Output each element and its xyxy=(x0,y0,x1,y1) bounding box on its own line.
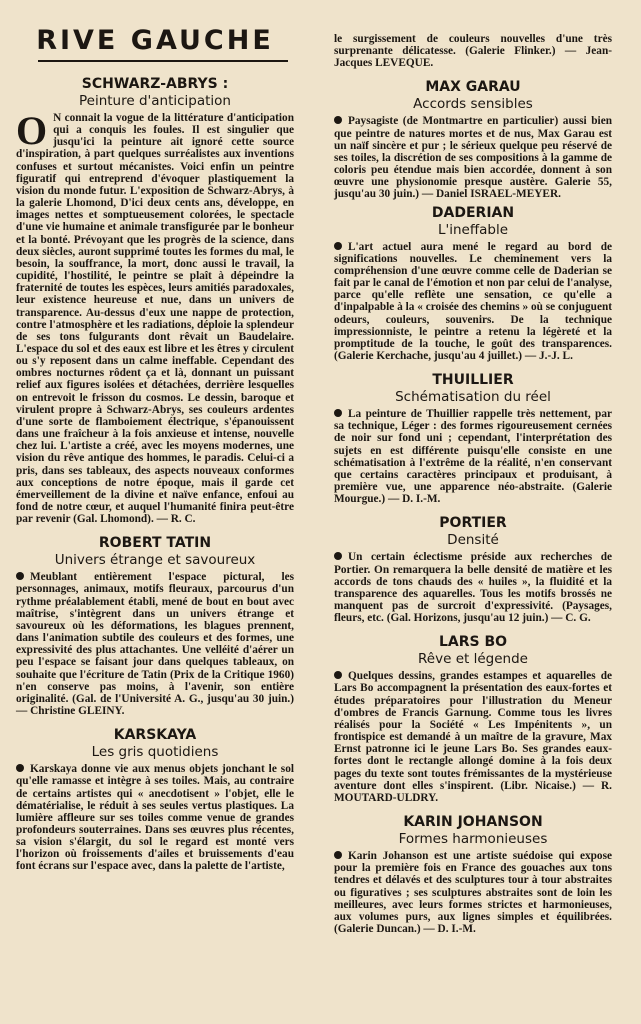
page-title: RIVE GAUCHE xyxy=(36,25,274,56)
article-body xyxy=(334,850,612,935)
bullet-icon xyxy=(334,851,342,859)
left-column xyxy=(16,0,294,873)
article-karskaya xyxy=(16,727,294,872)
article-subtitle: Univers étrange et savoureux xyxy=(54,552,256,569)
article-heading: KARSKAYA xyxy=(113,727,197,744)
article-body xyxy=(16,108,294,526)
article-heading: SCHWARZ-ABRYS : xyxy=(81,76,229,92)
bullet-icon xyxy=(334,116,342,124)
article-body xyxy=(334,551,612,624)
continued-text: le surgissement de couleurs nouvelles d'une très surprenante délicatesse. (Galerie Flinker.) — Jean-Jacques LEVEQUE. xyxy=(334,33,612,70)
bullet-icon xyxy=(16,572,24,580)
article-text: Un certain éclectisme préside aux recherches de Portier. On remarquera la belle densité de matière et les accords de tons chauds des « huiles », la fluidité et la transparence des aquarelles. Tous les motifs brossés ne manquent pas de surcroit d'expressivité. (Paysages, fleurs, etc. (Gal. Horizons, jusqu'au 12 juin.) — C. G. xyxy=(334,551,612,625)
article-heading: DADERIAN xyxy=(431,204,515,221)
article-text: Paysagiste (de Montmartre en particulier) aussi bien que peintre de natures mortes et de nus, Max Garau est un naïf sincère et pur ; le sérieux quelque peu réservé de ses toiles, la discrétion de ses compositions à la gamme de coloris peu étendue mais bien accordée, donnent à son œuvre une physionomie presque austère. Galerie 55, jusqu'au 30 juin.) — Daniel ISRAEL-MEYER. xyxy=(334,115,612,201)
bullet-icon xyxy=(16,764,24,772)
article-body xyxy=(334,670,612,804)
article-subtitle: Schématisation du réel xyxy=(395,389,551,406)
article-max-garau xyxy=(334,79,612,200)
article-lars-bo xyxy=(334,634,612,804)
article-body xyxy=(334,408,612,505)
article-heading: KARIN JOHANSON xyxy=(403,814,543,831)
article-subtitle: Rêve et légende xyxy=(418,651,528,668)
article-body xyxy=(334,115,612,200)
article-text: N connait la vogue de la littérature d'anticipation qui a conquis les foules. Il est singulier que jusqu'ici la peinture ait ignoré cette source d'inspiration, à part quelques surréalistes aux inventions confuses et surtout mécanistes. Voici enfin un peintre figuratif qui entreprend d'évoquer plastiquement la vision du monde futur. L'exposition de Schwarz-Abrys, à la galerie Lhomond, D'ici deux cents ans, développe, en images nettes et somptueusement colorées, le spectacle d'une vie humaine et animale transfigurée par le bonheur et la bonté. Prévoyant que les progrès de la science, dans deux siècles, auront supprimé toutes les formes du mal, le besoin, la souffrance, la mort, donc aussi le travail, la cupidité, l'hostilité, le peintre se plaît à dépeindre la fraternité de toutes les espèces, leurs amitiés paradoxales, leur existence heureuse et nue, dans un univers de transparence. Au-dessus d'eux une nappe de protection, contre l'atmosphère et les radiations, déploie la splendeur de ses tons fulgurants dont rêvait un Baudelaire. L'espace du sol et des eaux est libre et les êtres y circulent ou s'y reposent dans un calme ineffable. Cependant des ombres nocturnes rôdent ça et là, donnant un puissant relief aux figures isolées et détachées, derrière lesquelles on entrevoit le frisson du cosmos. Le dessin, baroque et virulent propre à Schwarz-Abrys, ses couleurs ardentes d'une sorte de flamboiement électrique, s'épanouissent dans une fraîcheur à la fois anxieuse et intense, nouvelle chez lui. L'artiste a créé, avec les moyens modernes, une vision du rêve antique des hommes, le paradis. Celui-ci a pris, dans ses tableaux, des aspects nouveaux conformes aux conceptions de notre époque, mais il garde cet émerveillement de la divine et naïve enfance, enfoui au fond de notre cœur, et auquel l'humanité finira peut-être par revenir (Gal. Lhomond). — R. C. xyxy=(16,112,294,526)
article-text: L'art actuel aura mené le regard au bord de significations nouvelles. Le cheminement vers la compréhension d'une œuvre comme celle de Daderian se fait par le canal de l'émotion et non par celui de l'analyse, parce qu'elle reflète une sensation, ce qu'elle a d'inpalpable à la « croisée des chemins » où se conjuguent odeurs, couleurs, souvenirs. De la technique impressionniste, le peintre a retenu la légèreté et la promptitude de la touche, le goût des transparences. (Galerie Kerchache, jusqu'au 4 juillet.) — J.-J. L. xyxy=(334,240,612,362)
article-daderian xyxy=(334,205,612,363)
article-subtitle: L'ineffable xyxy=(437,221,509,238)
title-rule xyxy=(38,60,288,62)
article-body xyxy=(16,571,294,717)
drop-cap: O xyxy=(16,108,48,153)
article-text: Meublant entièrement l'espace pictural, les personnages, animaux, motifs fleuraux, parcourus d'un rythme préalablement établi, mené de bout en bout avec maîtrise, s'intègrent dans un univers étrange et savoureux où les déformations, les blagues prennent, dans l'animation subtile des couleurs et des formes, une expressivité des plus attachantes. Une velléité d'aérer un peu l'espace se faisant jour dans quelques tableaux, on souhaite que l'écriture de Tatin (Prix de la Critique 1960) n'en conserve pas moins, à l'avenir, son entière originalité. (Gal. de l'Université A. G., jusqu'au 30 juin.) — Christine GLEINY. xyxy=(16,571,294,718)
article-text: Quelques dessins, grandes estampes et aquarelles de Lars Bo accompagnent la présentation des eaux-fortes et études préparatoires pour l'illustration du Meneur d'ombres de Francis Garnung. Comme tous les livres réalisés pour la Société « Les Impénitents », un frontispice est demandé à un maître de la gravure, Max Ernst patronne ici le jeune Lars Bo. Ses grandes eaux-fortes dont le rectangle allongé domine à la fois deux pages du texte sont toutes frémissantes de la mystérieuse aventure dont elles s'inspirent. (Libr. Nicaise.) — R. MOUTARD-ULDRY. xyxy=(334,670,612,804)
article-text: Karin Johanson est une artiste suédoise qui expose pour la première fois en France des gouaches aux tons tendres et délavés et des sculptures tour à tour abstraites ou figuratives ; ses sculptures abstraites sont de loin les meilleures, avec leurs formes strictes et harmonieuses, aux volumes purs, aux lignes simples et équilibrées. (Galerie Duncan.) — D. I.-M. xyxy=(334,850,612,935)
article-subtitle: Densité xyxy=(447,532,499,549)
article-thuillier xyxy=(334,372,612,505)
article-subtitle: Peinture d'anticipation xyxy=(78,93,231,109)
article-heading: THUILLIER xyxy=(432,372,514,389)
bullet-icon xyxy=(334,552,342,560)
bullet-icon xyxy=(334,409,342,417)
article-text: Karskaya donne vie aux menus objets jonchant le sol qu'elle ramasse et intègre à ses toiles. Mais, au contraire de certains artistes qui « anecdotisent » l'objet, elle le dématérialise, le réduit à ses seules vertus plastiques. La lumière affleure sur ses toiles comme venue de grandes profondeurs souterraines. Dans ses œuvres plus récentes, sa vision s'élargit, du sol le regard est monté vers l'horizon où froissements d'ailes et bruissements d'eau font écrans sur l'espace avec, dans la palette de l'artiste, xyxy=(16,763,294,873)
article-heading: ROBERT TATIN xyxy=(98,535,212,552)
article-text: La peinture de Thuillier rappelle très nettement, par sa technique, Léger : des formes rigoureusement cernées de noir sur fond uni ; cependant, l'interprétation des sujets en est différente puisqu'elle consiste en une schématisation à l'extrême de la réalité, n'en conservant que certains caractères principaux et produisant, à première vue, une apparence néo-abstraite. (Galerie Mourgue.) — D. I.-M. xyxy=(334,408,612,506)
article-schwarz-abrys xyxy=(16,76,294,525)
bullet-icon xyxy=(334,242,342,250)
right-column xyxy=(334,0,612,935)
article-heading: PORTIER xyxy=(439,515,507,532)
article-portier xyxy=(334,515,612,624)
article-karin-johanson xyxy=(334,814,612,935)
article-heading: LARS BO xyxy=(438,634,508,651)
article-robert-tatin xyxy=(16,535,294,717)
article-subtitle: Formes harmonieuses xyxy=(398,831,548,848)
article-heading: MAX GARAU xyxy=(425,79,521,96)
masthead xyxy=(16,24,294,62)
article-body xyxy=(16,763,294,872)
article-subtitle: Les gris quotidiens xyxy=(91,744,219,761)
article-subtitle: Accords sensibles xyxy=(413,96,533,113)
article-body xyxy=(334,241,612,363)
bullet-icon xyxy=(334,671,342,679)
